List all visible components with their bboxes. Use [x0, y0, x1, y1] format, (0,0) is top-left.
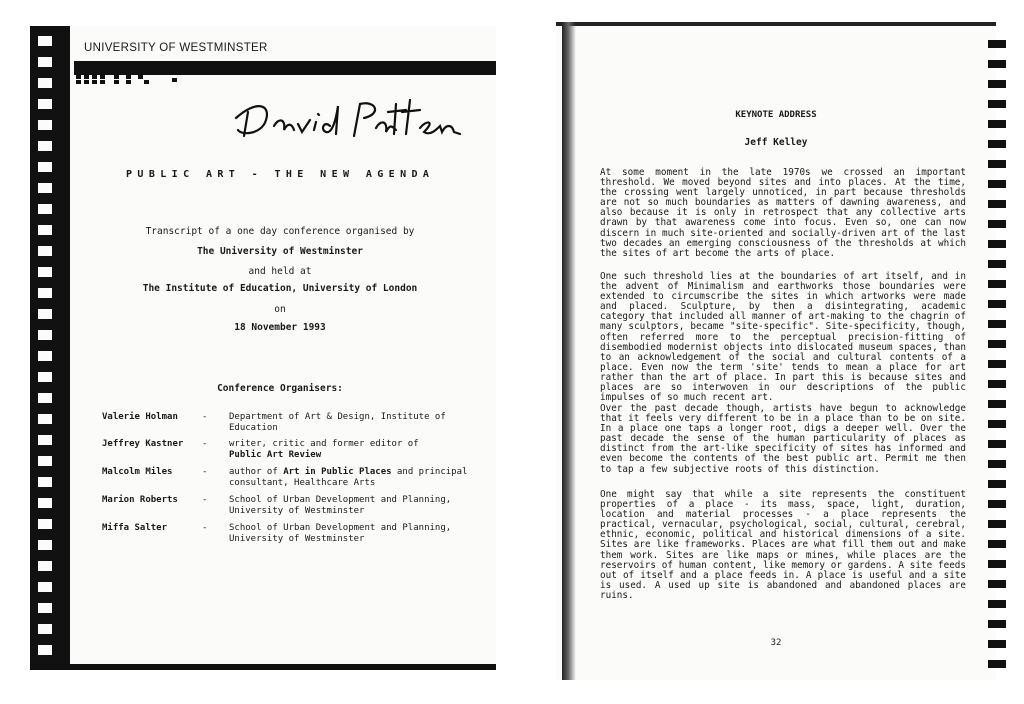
organiser-name: Marion Roberts — [102, 495, 178, 505]
organiser-desc-bold: Public Art Review — [229, 449, 322, 460]
spiral-binding — [982, 40, 1006, 680]
binding-hole — [38, 183, 52, 193]
organisers-heading: Conference Organisers: — [217, 383, 343, 394]
binding-hole — [38, 372, 52, 382]
binding-hole — [38, 435, 52, 445]
paragraph: One might say that while a site represents the constituent properties of a place - its mass, space, light, duration, location and material processes - a place represents the practical, vernacular, psychological, social, cultural, cerebral, ethnic, economic, political and historical dimensions of a site. Sites are like frameworks. Places are what fill them out and make them work. Sites are like maps or mines, while places are the reservoirs of human content, like memory or gardens. A site feeds out of itself and a place feeds in. A place is useful and a site is used. A used up site is abandoned and abandoned places are ruins. — [600, 489, 966, 601]
organiser-name: Valerie Holman — [102, 412, 178, 422]
logo-dot — [76, 80, 81, 84]
binding-hole — [38, 288, 52, 298]
paragraph: Over the past decade though, artists have begun to acknowledge that it feels very different to be in a place than to be on site. In a place one taps a longer root, digs a deeper well. Over the past decade the sense of the human particularity of places as distinct from the art-like specificity of sites has informed and even become the contents of the best public art. Permit me then to tap a few subjective roots of this distinction. — [600, 403, 966, 475]
binding-tooth — [988, 360, 1006, 368]
binding-hole — [38, 78, 52, 88]
keynote-heading: KEYNOTE ADDRESS — [735, 110, 817, 120]
binding-hole — [38, 624, 52, 634]
binding-tooth — [988, 120, 1006, 128]
binding-tooth — [988, 40, 1006, 48]
binding-tooth — [988, 620, 1006, 628]
right-page — [556, 22, 996, 680]
conference-title: PUBLIC ART - THE NEW AGENDA — [126, 169, 435, 180]
binding-tooth — [988, 200, 1006, 208]
binding-tooth — [988, 380, 1006, 388]
binding-tooth — [988, 60, 1006, 68]
binding-hole — [38, 498, 52, 508]
left-page — [30, 26, 496, 670]
binding-hole — [38, 267, 52, 277]
organiser-dash: - — [202, 412, 208, 422]
venue-line: The Institute of Education, University of London — [142, 283, 418, 294]
binding-tooth — [988, 180, 1006, 188]
spiral-binding — [30, 26, 70, 670]
date-line: 18 November 1993 — [234, 322, 326, 333]
paragraph: One such threshold lies at the boundaries of art itself, and in the advent of Minimalism and earthworks those boundaries were extended to circumscribe the sites in which artworks were made and placed. Sculpture, by then a disintegrating, academic category that included all manner of art-making to the chagrin of many sculptors, became "site-specific". Site-specificity, though, often referred more to the perceptual precision-fitting of disembodied modernist objects into dislocated museum spaces, than to an acknowledgement of the social and cultural contents of a place. Even now the term 'site' tends to mean a place for art rather than the art of place. In part this is because sites and places are so interwoven in our descriptions of the public impulses of so much recent art. — [600, 271, 966, 404]
organiser-desc: School of Urban Development and Planning, University of Westminster — [229, 495, 452, 516]
binding-tooth — [988, 400, 1006, 408]
binding-hole — [38, 120, 52, 130]
organiser-dash: - — [202, 495, 208, 505]
organiser-desc-block — [229, 467, 469, 488]
binding-tooth — [988, 340, 1006, 348]
binding-hole — [38, 645, 52, 655]
organiser-desc: writer, critic and former editor of — [229, 439, 419, 449]
binding-hole — [38, 540, 52, 550]
binding-shadow — [562, 22, 576, 680]
binding-hole — [38, 246, 52, 256]
binding-tooth — [988, 560, 1006, 568]
organiser-name: Malcolm Miles — [102, 467, 173, 477]
binding-tooth — [988, 440, 1006, 448]
logo-dot — [92, 75, 97, 79]
binding-tooth — [988, 660, 1006, 668]
binding-tooth — [988, 300, 1006, 308]
organiser-line: The University of Westminster — [197, 246, 363, 257]
organiser-desc: Department of Art & Design, Institute of Education — [229, 412, 446, 433]
on-line: on — [274, 304, 286, 315]
logo-dot — [84, 80, 89, 84]
binding-tooth — [988, 460, 1006, 468]
signature-image — [226, 90, 466, 146]
binding-hole — [38, 603, 52, 613]
logo-dot — [126, 75, 131, 79]
organiser-name: Miffa Salter — [102, 523, 168, 533]
binding-hole — [38, 393, 52, 403]
organiser-dash: - — [202, 523, 208, 533]
binding-hole — [38, 162, 52, 172]
binding-hole — [38, 225, 52, 235]
binding-tooth — [988, 480, 1006, 488]
logo-dot — [92, 80, 97, 84]
binding-tooth — [988, 520, 1006, 528]
binding-tooth — [988, 540, 1006, 548]
university-logo-dots — [74, 75, 184, 87]
paragraph: At some moment in the late 1970s we crossed an important threshold. We moved beyond sites and into places. At the time, the crossing went largely unnoticed, in part because thresholds are not so much boundaries as matters of dawning awareness, and also because it is only in retrospect that any collective arts drawn by that awareness come into focus. Even so, one can now discern in much site-oriented and socially-driven art of the last two decades an emerging consciousness of the thresholds at which the sites of art become the arts of place. — [600, 167, 966, 259]
logo-dot — [172, 78, 177, 82]
binding-tooth — [988, 420, 1006, 428]
binding-tooth — [988, 80, 1006, 88]
logo-dot — [138, 75, 143, 79]
binding-tooth — [988, 260, 1006, 268]
binding-tooth — [988, 240, 1006, 248]
binding-hole — [38, 36, 52, 46]
binding-hole — [38, 99, 52, 109]
logo-dot — [114, 75, 119, 79]
university-logo-bar — [74, 61, 496, 75]
binding-hole — [38, 477, 52, 487]
binding-hole — [38, 57, 52, 67]
organiser-desc-bold: Art in Public Places — [283, 467, 392, 477]
binding-hole — [38, 141, 52, 151]
binding-tooth — [988, 220, 1006, 228]
binding-tooth — [988, 500, 1006, 508]
logo-dot — [100, 75, 105, 79]
logo-dot — [84, 75, 89, 79]
organiser-dash: - — [202, 439, 208, 449]
author-name: Jeff Kelley — [744, 137, 808, 148]
logo-dot — [100, 80, 105, 84]
organiser-desc: School of Urban Development and Planning, University of Westminster — [229, 523, 452, 544]
organiser-desc-pre: author of — [229, 467, 284, 477]
page-edge — [30, 664, 496, 670]
binding-hole — [38, 330, 52, 340]
binding-hole — [38, 582, 52, 592]
logo-dot — [76, 75, 81, 79]
page-number: 32 — [770, 638, 782, 648]
organiser-dash: - — [202, 467, 208, 477]
university-name: UNIVERSITY OF WESTMINSTER — [84, 42, 268, 54]
logo-dot — [144, 80, 149, 84]
binding-hole — [38, 351, 52, 361]
intro-line: Transcript of a one day conference organised by — [145, 226, 415, 237]
binding-hole — [38, 204, 52, 214]
binding-tooth — [988, 280, 1006, 288]
organiser-name: Jeffrey Kastner — [102, 439, 184, 449]
held-at-line: and held at — [248, 266, 312, 277]
binding-hole — [38, 561, 52, 571]
page-edge — [556, 22, 996, 26]
binding-tooth — [988, 320, 1006, 328]
organiser-desc-block — [229, 439, 469, 460]
binding-tooth — [988, 100, 1006, 108]
binding-hole — [38, 309, 52, 319]
binding-tooth — [988, 160, 1006, 168]
logo-dot — [126, 80, 131, 84]
binding-tooth — [988, 600, 1006, 608]
organiser-desc: and principal consultant, Healthcare Arts — [229, 467, 468, 488]
binding-hole — [38, 519, 52, 529]
binding-hole — [38, 456, 52, 466]
binding-tooth — [988, 580, 1006, 588]
logo-dot — [114, 80, 119, 84]
binding-hole — [38, 414, 52, 424]
